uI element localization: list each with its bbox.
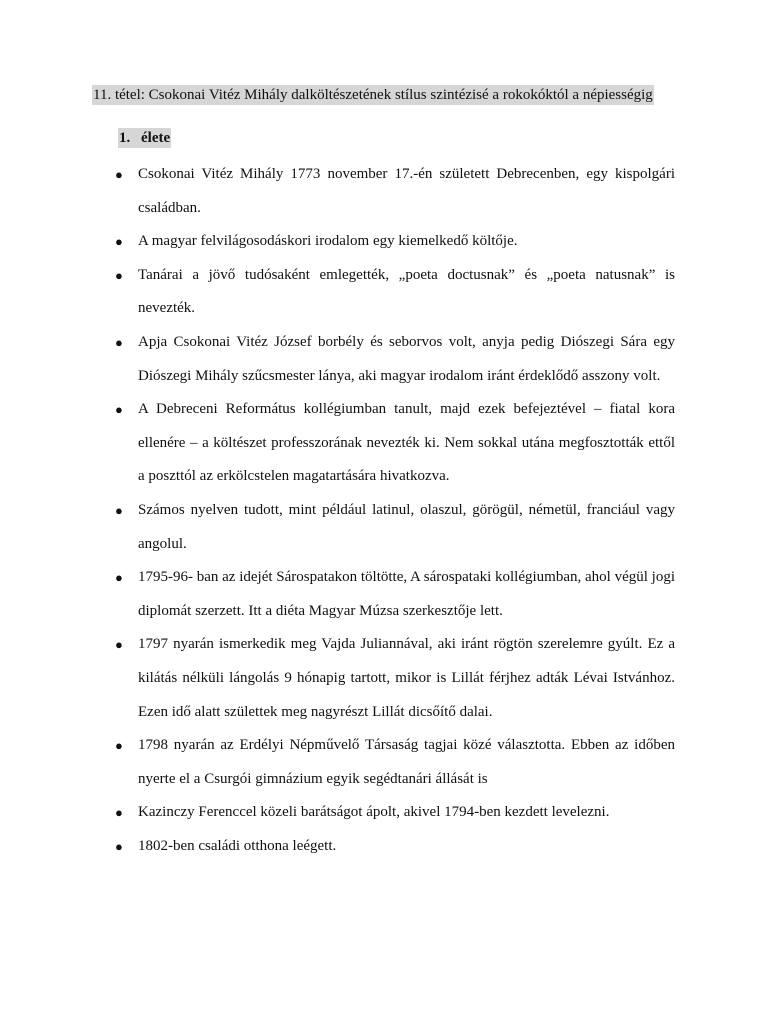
bullet-icon: ● <box>115 234 123 250</box>
list-item-text: Tanárai a jövő tudósaként emlegették, „poeta doctusnak” és „poeta natusnak” is nevezték. <box>138 266 675 317</box>
list-item <box>113 729 675 796</box>
list-item-text: A magyar felvilágosodáskori irodalom egy kiemelkedő költője. <box>138 233 518 250</box>
list-item-text: Kazinczy Ferenccel közeli barátságot ápolt, akivel 1794-ben kezdett levelezni. <box>138 804 610 821</box>
bullet-icon: ● <box>115 334 123 350</box>
section-heading-text: élete <box>141 130 171 146</box>
list-item <box>113 225 675 259</box>
list-item-text: 1795-96- ban az idejét Sárospatakon töltötte, A sárospataki kollégiumban, ahol végül jogi diplomát szerzett. Itt a diéta Magyar Múzsa szerkesztője lett. <box>138 569 675 619</box>
list-item <box>113 158 675 225</box>
section-number: 1. <box>119 130 131 146</box>
list-item-text: A Debreceni Református kollégiumban tanult, majd ezek befejeztével – fiatal kora ellenére – a költészet professzorának nevezték ki. Nem sokkal utána megfosztották ettől a poszttól az erkölcstelen magatartására hivatkozva. <box>138 401 675 485</box>
bullet-icon: ● <box>115 267 123 283</box>
bullet-icon: ● <box>115 805 123 821</box>
list-item-text: Apja Csokonai Vitéz József borbély és seborvos volt, anyja pedig Diószegi Sára egy Diószegi Mihály szűcsmester lánya, aki magyar irodalom iránt érdeklődő asszony volt. <box>138 333 675 384</box>
list-item-text: Számos nyelven tudott, mint például latinul, olaszul, görögül, németül, franciául vagy angolul. <box>138 501 675 552</box>
bullet-icon: ● <box>115 167 123 182</box>
bullet-icon: ● <box>115 838 123 854</box>
list-item-text: 1798 nyarán az Erdélyi Népművelő Társaság tagjai közé választotta. Ebben az időben nyerte el a Csurgói gimnázium egyik segédtanári állását is <box>138 737 675 787</box>
list-item <box>113 796 675 830</box>
list-item <box>113 561 675 628</box>
bullet-icon: ● <box>115 637 123 653</box>
list-item <box>113 326 675 393</box>
bullet-list <box>113 158 675 863</box>
list-item-text: 1797 nyarán ismerkedik meg Vajda Juliannával, aki iránt rögtön szerelemre gyúlt. Ez a kilátás nélküli lángolás 9 hónapig tartott, mikor is Lillát férjhez adták Lévai Istvánhoz. Ezen idő alatt születtek meg nagyrészt Lillát dicsőítő dalai. <box>138 636 675 720</box>
list-item <box>113 628 675 729</box>
list-item <box>113 393 675 494</box>
list-item-text: 1802-ben családi otthona leégett. <box>138 837 337 854</box>
list-item <box>113 259 675 326</box>
list-item <box>113 830 675 864</box>
list-item <box>113 494 675 561</box>
bullet-icon: ● <box>115 402 123 418</box>
section-heading <box>118 128 171 148</box>
bullet-icon: ● <box>115 738 123 754</box>
bullet-icon: ● <box>115 502 123 518</box>
document-title: 11. tétel: Csokonai Vitéz Mihály dalköltészetének stílus szintézisé a rokokóktól a népiességig <box>93 87 653 103</box>
list-item-text: Csokonai Vitéz Mihály 1773 november 17.-én született Debrecenben, egy kispolgári családban. <box>138 166 675 216</box>
bullet-icon: ● <box>115 570 123 586</box>
